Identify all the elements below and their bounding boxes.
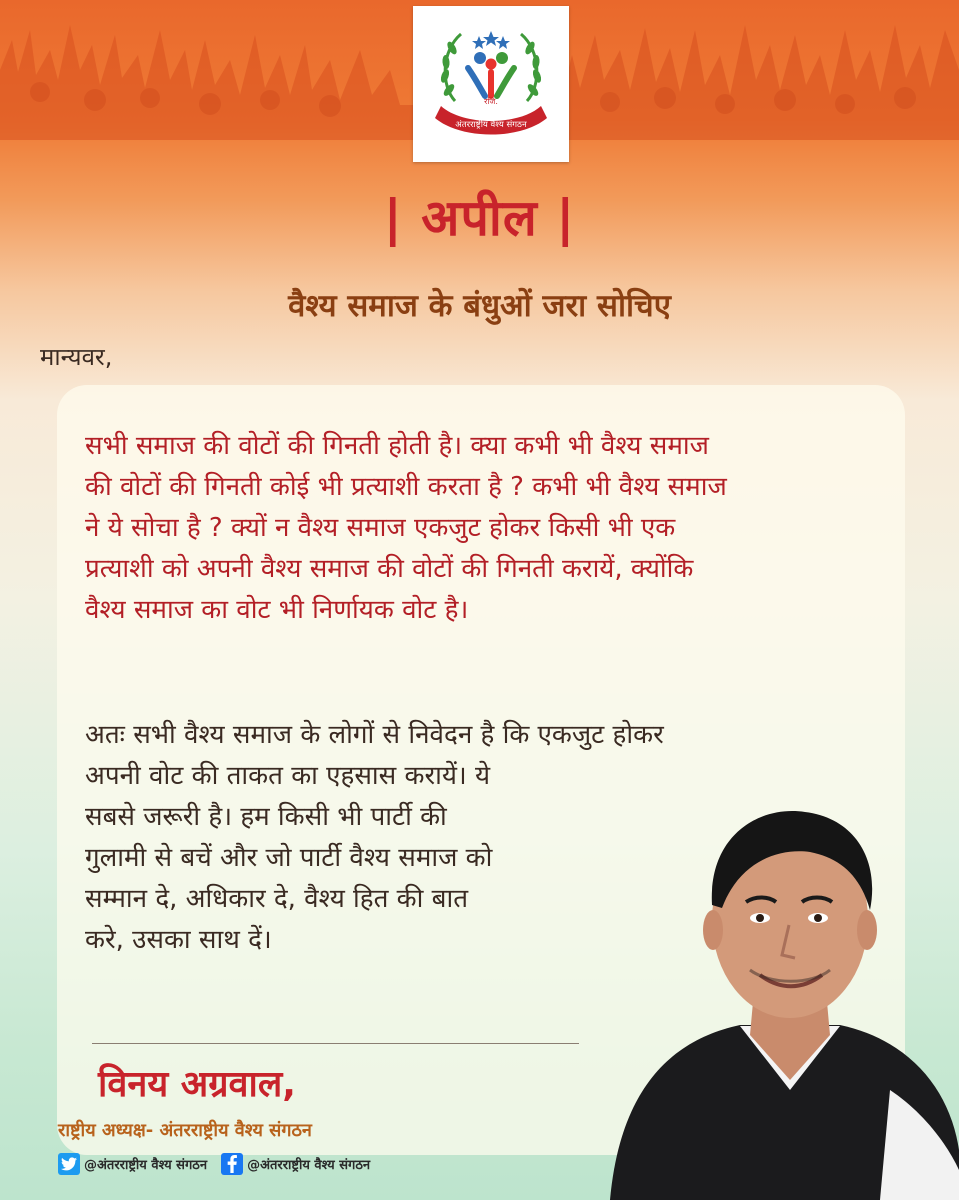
twitter-handle-text: @अंतरराष्ट्रीय वैश्य संगठन [84,1158,208,1173]
paragraph-line: गुलामी से बचें और जो पार्टी वैश्य समाज को [85,843,493,873]
logo-reg-mark: रजि. [484,97,498,106]
paragraph-line: प्रत्याशी को अपनी वैश्य समाज की वोटों की गिनती करायें, क्योंकि [85,554,694,584]
twitter-handle-link[interactable] [58,1153,207,1175]
paragraph-line: सभी समाज की वोटों की गिनती होती है। क्या कभी भी वैश्य समाज [85,431,709,461]
paragraph-line: सबसे जरूरी है। हम किसी भी पार्टी की [85,802,447,832]
facebook-icon [221,1153,243,1175]
paragraph-line: की वोटों की गिनती कोई भी प्रत्याशी करता है ? कभी भी वैश्य समाज [85,472,727,502]
paragraph-line: वैश्य समाज का वोट भी निर्णायक वोट है। [85,595,469,625]
social-handles [58,1153,370,1175]
signatory-title: राष्ट्रीय अध्यक्ष- अंतरराष्ट्रीय वैश्य संगठन [58,1120,312,1141]
salutation: मान्यवर, [40,343,113,371]
paragraph-line: ने ये सोचा है ? क्यों न वैश्य समाज एकजुट होकर किसी भी एक [85,513,676,543]
signatory-name: विनय अग्रवाल, [98,1064,296,1105]
page-subtitle: वैश्य समाज के बंधुओं जरा सोचिए [288,288,671,324]
facebook-handle-link[interactable] [221,1153,370,1175]
organization-logo [413,6,569,162]
logo-text: अंतरराष्ट्रीय वैश्य संगठन [455,120,527,130]
facebook-handle-text: @अंतरराष्ट्रीय वैश्य संगठन [247,1158,371,1173]
appeal-paragraph-1 [85,426,895,631]
twitter-icon [58,1153,80,1175]
page-title: | अपील | [383,189,576,247]
paragraph-line: करे, उसका साथ दें। [85,925,272,955]
paragraph-line: अतः सभी वैश्य समाज के लोगों से निवेदन है कि एकजुट होकर [85,720,664,750]
leader-portrait [590,790,959,1200]
paragraph-line: सम्मान दे, अधिकार दे, वैश्य हित की बात [85,884,469,914]
signature-divider [92,1043,579,1044]
paragraph-line: अपनी वोट की ताकत का एहसास करायें। ये [85,761,491,791]
